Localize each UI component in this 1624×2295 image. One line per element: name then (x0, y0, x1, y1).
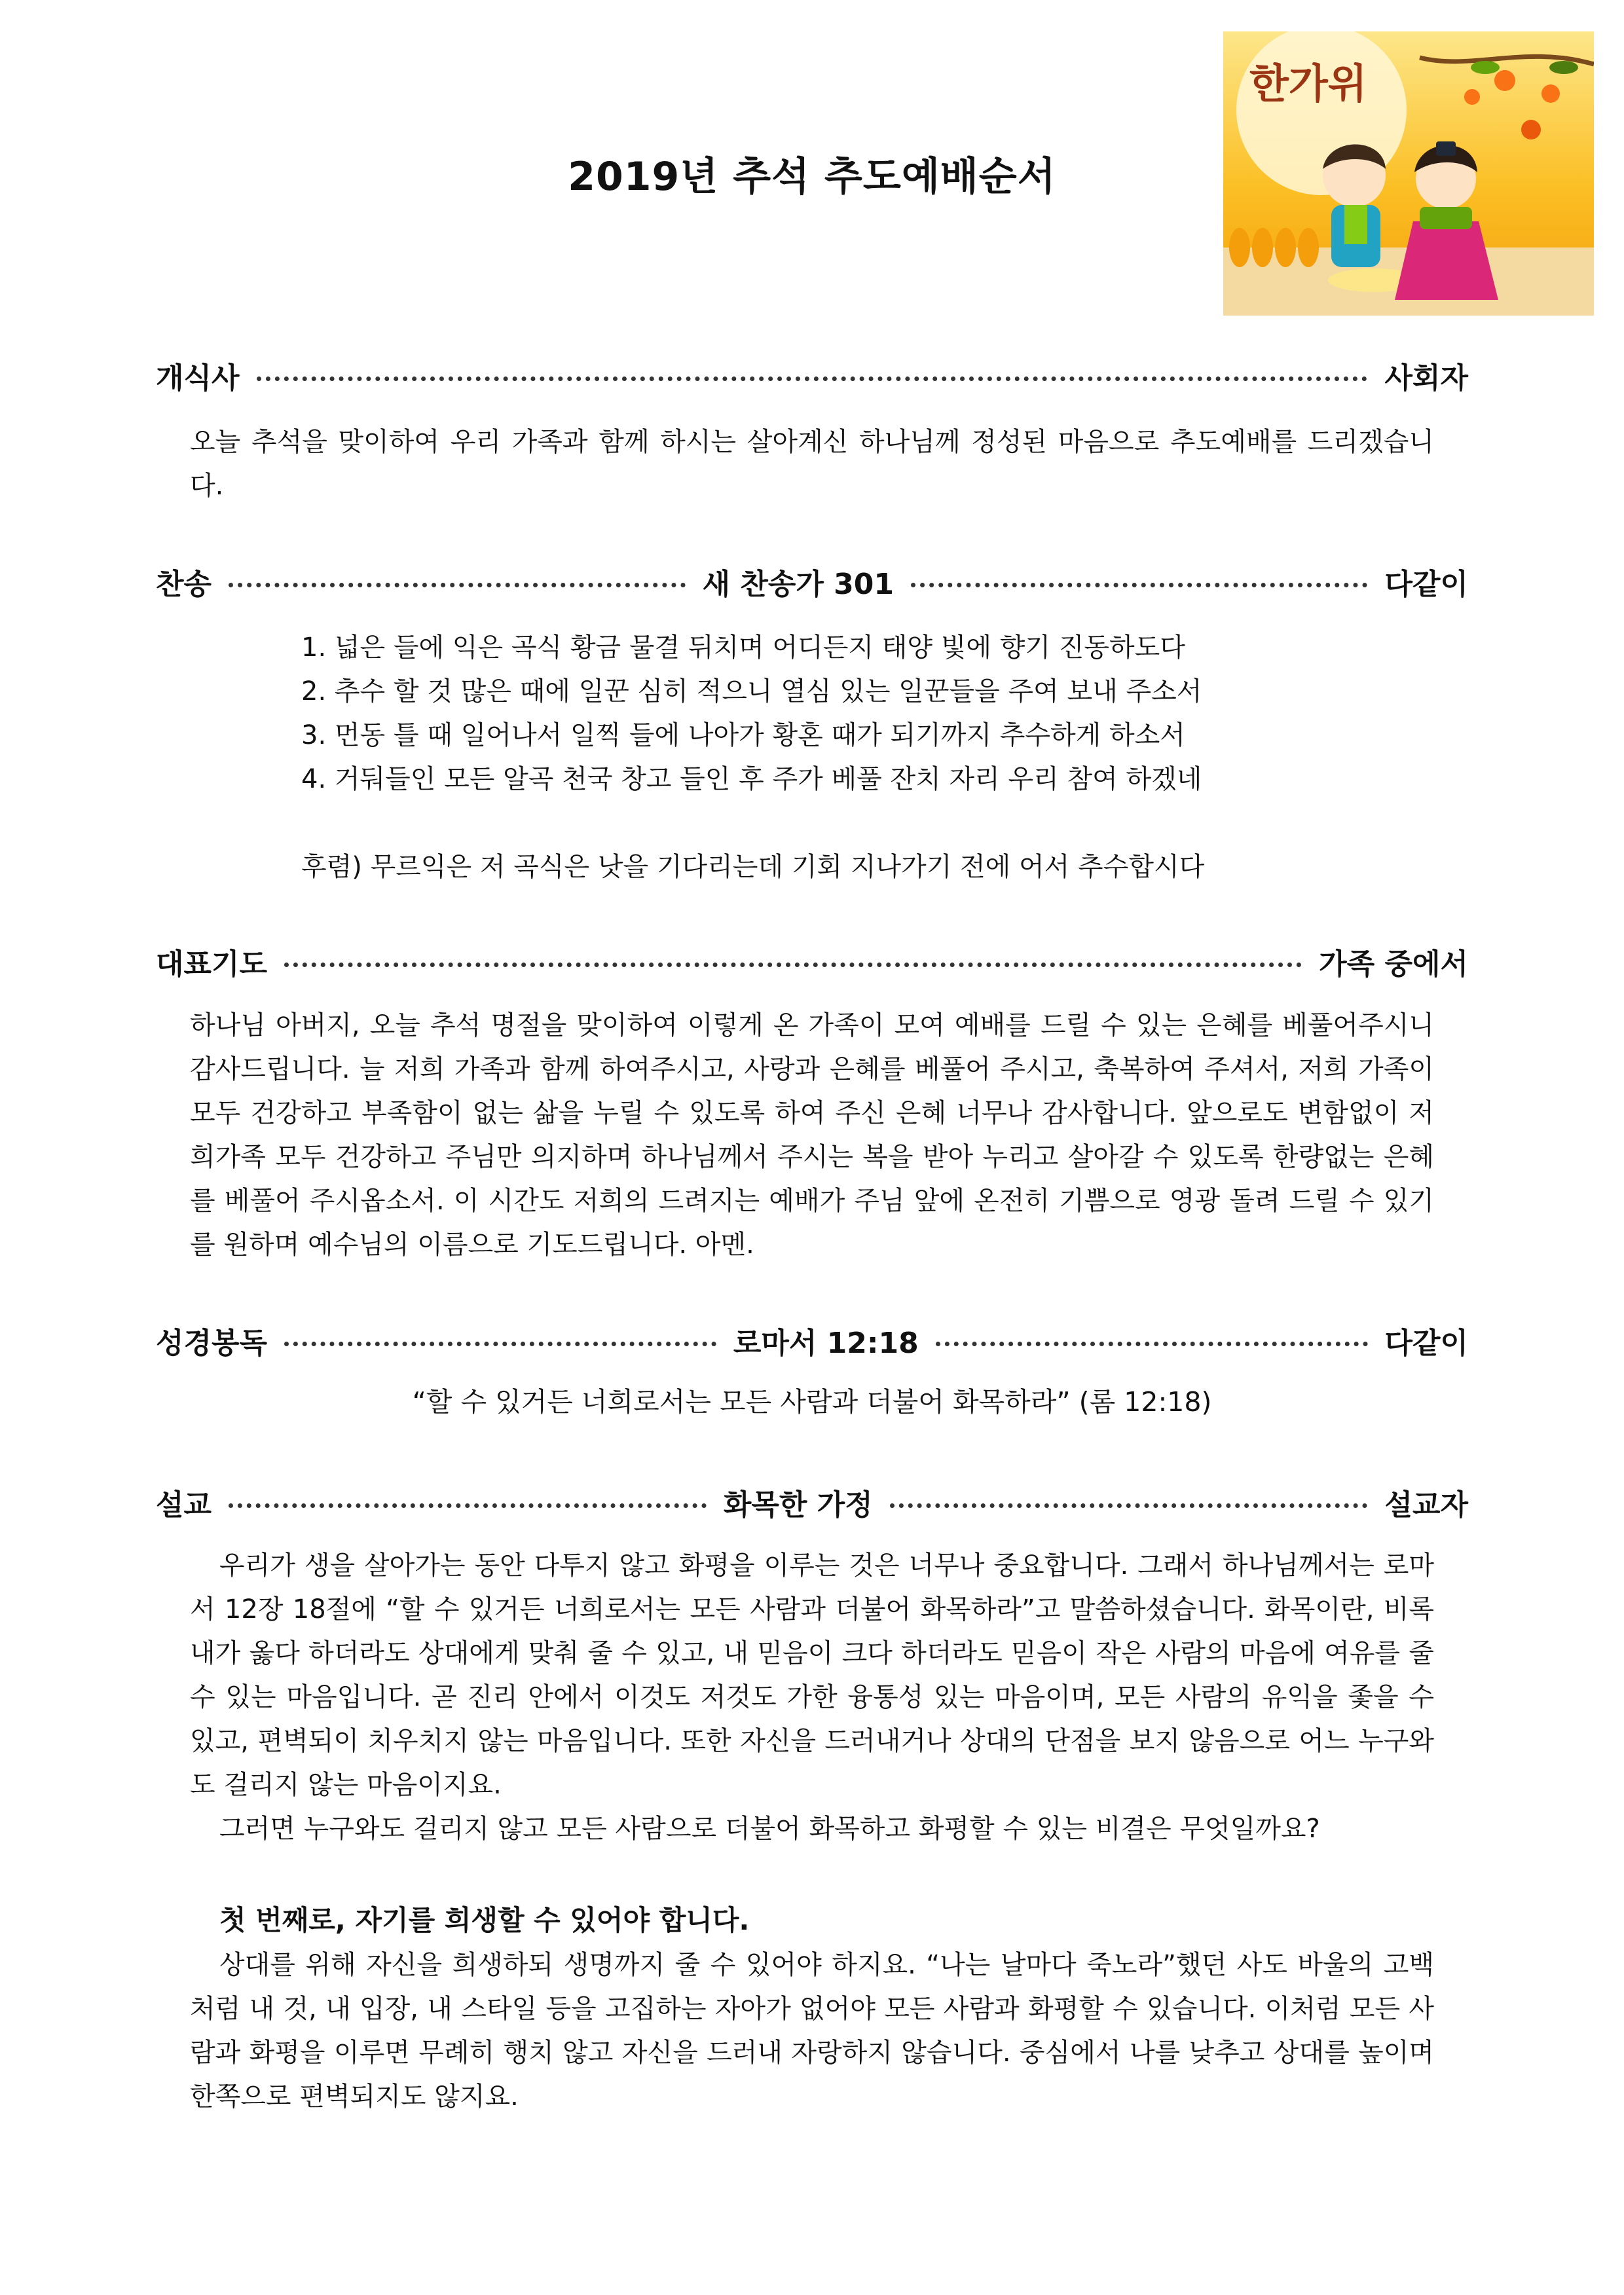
section-label: 찬송 (156, 568, 212, 601)
prayer-text: 하나님 아버지, 오늘 추석 명절을 맞이하여 이렇게 온 가족이 모여 예배를 드릴 수 있는 은혜를 베풀어주시니 감사드립니다. 늘 저희 가족과 함께 하여주시고, 사랑과 은혜를 베풀어 주시고, 축복하여 주셔서, 저희 가족이 모두 건강하고 부족함이 없는 삶을 누릴 수 있도록 하여 주신 은혜 너무나 감사합니다. 앞으로도 변함없이 저희가족 모두 건강하고 주님만 의지하며 하나님께서 주시는 복을 받아 누리고 살아갈 수 있도록 한량없는 은혜를 베풀어 주시옵소서. 이 시간도 저희의 드려지는 예배가 주님 앞에 온전히 기쁨으로 영광 돌려 드릴 수 있기를 원하며 예수님의 이름으로 기도드립니다. 아멘. (190, 1010, 1434, 1260)
hymn-verse: 4. 거둬들인 모든 알곡 천국 창고 들인 후 주가 베풀 잔치 자리 우리 참여 하겠네 (301, 764, 1202, 794)
leader-dots (257, 376, 1368, 381)
section-role: 설교자 (1384, 1488, 1468, 1522)
section-label: 개식사 (156, 361, 240, 395)
section-role: 다같이 (1384, 568, 1468, 601)
section-role: 가족 중에서 (1319, 947, 1468, 981)
section-hymn-header (156, 559, 1468, 604)
hymn-verse: 2. 추수 할 것 많은 때에 일꾼 심히 적으니 열심 있는 일꾼들을 주여 보내 주소서 (301, 676, 1202, 707)
leader-dots (284, 1342, 716, 1346)
sermon-title: 화목한 가정 (723, 1488, 873, 1522)
sermon-point-1-title: 첫 번째로, 자기를 희생할 수 있어야 합니다. (219, 1904, 750, 1936)
illustration-title: 한가위 (1249, 60, 1367, 107)
leader-dots (229, 1503, 707, 1508)
sermon-point-1-text: 상대를 위해 자신을 희생하되 생명까지 줄 수 있어야 하지요. “나는 날마다 죽노라”했던 사도 바울의 고백처럼 내 것, 내 입장, 내 스타일 등을 고집하는 자아가 없어야 모든 사람과 화평할 수 있습니다. 이처럼 모든 사람과 화평을 이루면 무례히 행치 않고 자신을 드러내 자랑하지 않습니다. 중심에서 나를 낮추고 상대를 높이며 한쪽으로 편벽되지도 않지요. (190, 1950, 1434, 2112)
scripture-verse: “할 수 있거든 너희로서는 모든 사람과 더불어 화목하라” (롬 12:18) (412, 1386, 1212, 1418)
section-label: 성경봉독 (156, 1327, 268, 1360)
page-title: 2019년 추석 추도예배순서 (568, 154, 1056, 200)
section-scripture-header (156, 1317, 1468, 1363)
section-role: 사회자 (1384, 361, 1468, 395)
leader-dots (936, 1342, 1368, 1346)
section-role: 다같이 (1384, 1327, 1469, 1360)
hymn-chorus: 후렴) 무르익은 저 곡식은 낫을 기다리는데 기회 지나가기 전에 어서 추수합시다 (301, 852, 1205, 882)
sermon-paragraph-1: 우리가 생을 살아가는 동안 다투지 않고 화평을 이루는 것은 너무나 중요합니다. 그래서 하나님께서는 로마서 12장 18절에 “할 수 있거든 너희로서는 모든 사람과 더불어 화목하라”고 말씀하셨습니다. 화목이란, 비록 내가 옳다 하더라도 상대에게 맞춰 줄 수 있고, 내 믿음이 크다 하더라도 믿음이 작은 사람의 마음에 여유를 줄 수 있는 마음입니다. 곧 진리 안에서 이것도 저것도 가한 융통성 있는 마음이며, 모든 사람의 유익을 좇을 수 있고, 편벽되이 치우치지 않는 마음입니다. 또한 자신을 드러내거나 상대의 단점을 보지 않음으로 어느 누구와도 걸리지 않는 마음이지요. (190, 1551, 1434, 1800)
section-prayer-header (156, 938, 1468, 984)
section-label: 설교 (156, 1488, 212, 1522)
section-label: 대표기도 (156, 947, 268, 981)
hymn-verse: 1. 넓은 들에 익은 곡식 황금 물결 뒤치며 어디든지 태양 빛에 향기 진동하도다 (301, 633, 1185, 663)
leader-dots (284, 963, 1302, 967)
sermon-paragraph-2: 그러면 누구와도 걸리지 않고 모든 사람으로 더불어 화목하고 화평할 수 있는 비결은 무엇일까요? (219, 1814, 1320, 1844)
scripture-reference: 로마서 12:18 (733, 1327, 919, 1360)
section-opening-header (156, 352, 1468, 398)
opening-text: 오늘 추석을 맞이하여 우리 가족과 함께 하시는 살아계신 하나님께 정성된 마음으로 추도예배를 드리겠습니다. (190, 427, 1434, 501)
hymn-verse: 3. 먼동 틀 때 일어나서 일찍 들에 나아가 황혼 때가 되기까지 추수하게 하소서 (301, 720, 1185, 750)
leader-dots (890, 1503, 1368, 1508)
hymn-number: 새 찬송가 301 (702, 568, 894, 601)
section-sermon-header (156, 1479, 1468, 1525)
leader-dots (229, 583, 685, 587)
hymn-verses (301, 626, 1414, 889)
leader-dots (911, 583, 1367, 587)
